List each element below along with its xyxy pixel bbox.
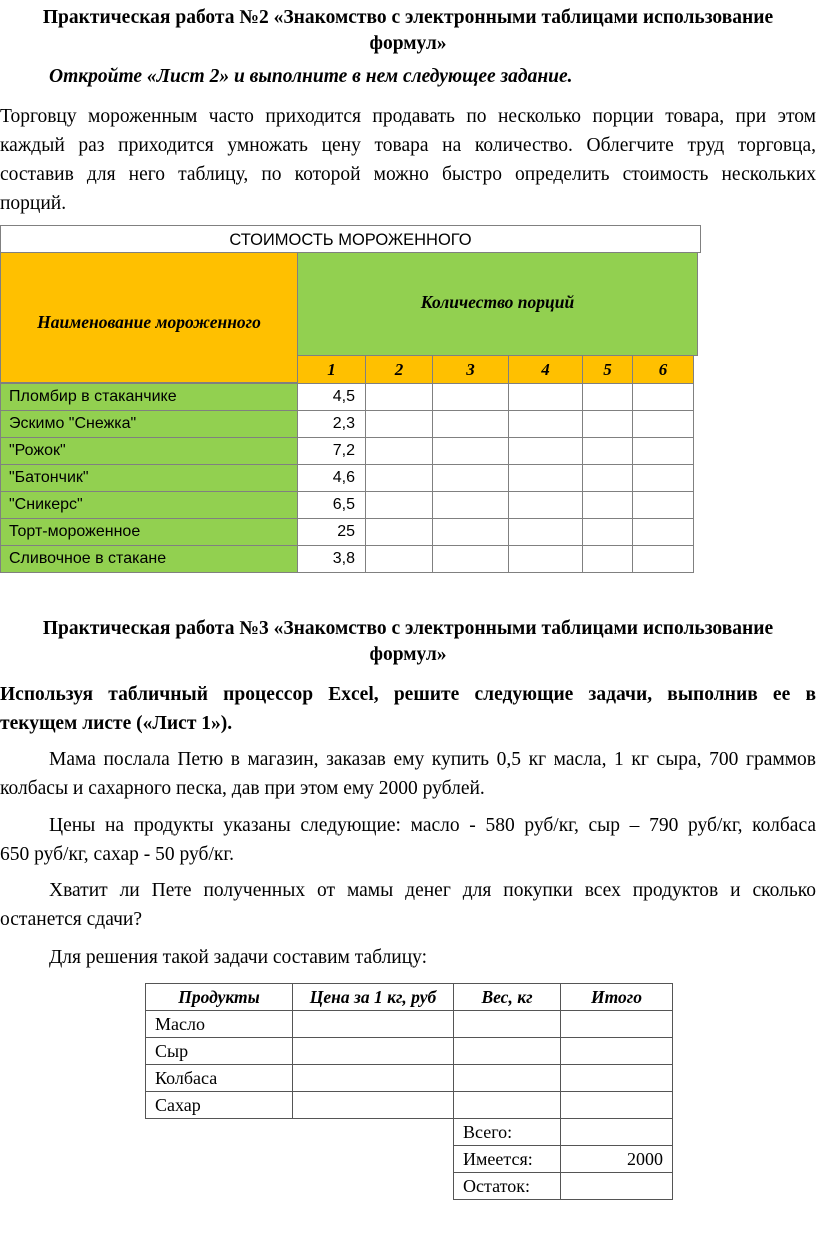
work2-task-paragraph [0, 102, 816, 218]
cost-cell [365, 410, 433, 438]
quantity-number-cell: 5 [582, 355, 633, 384]
ice-cream-cost-table [0, 225, 701, 575]
cost-cell [508, 491, 583, 519]
work3-paragraph-4: Для решения такой задачи составим таблицу: [49, 947, 428, 968]
cost-cell [582, 383, 633, 411]
cost-cell [508, 518, 583, 546]
value-cell [292, 1064, 454, 1092]
work3-instruction [0, 680, 816, 738]
work3-paragraph-2 [0, 811, 816, 869]
value-cell [560, 1037, 673, 1065]
ice-cream-price: 4,6 [297, 464, 366, 492]
cost-cell [432, 437, 509, 465]
summary-value [560, 1172, 673, 1200]
cost-cell [432, 545, 509, 573]
ice-cream-price: 25 [297, 518, 366, 546]
cost-cell [432, 383, 509, 411]
paragraph-line: Хватит ли Пете полученных от мамы денег для покупки всех продуктов и сколько [49, 880, 816, 901]
cost-cell [632, 545, 694, 573]
cost-cell [365, 491, 433, 519]
instruction-line: текущем листе («Лист 1»). [0, 713, 233, 734]
task-line: составив для него таблицу, по которой можно быстро определить стоимость нескольких [0, 164, 816, 185]
work2-title-line2: формул» [369, 33, 447, 54]
cost-cell [432, 410, 509, 438]
cost-cell [632, 464, 694, 492]
work3-title-line2: формул» [369, 644, 447, 665]
work2-title-line1: Практическая работа №2 «Знакомство с электронными таблицами использование [42, 7, 774, 28]
task-line: каждый раз приходится умножать цену товара на количество. Облегчите труд торговца, [0, 135, 816, 156]
cost-cell [508, 464, 583, 492]
ice-cream-price: 6,5 [297, 491, 366, 519]
quantity-column-header: Количество порций [297, 252, 698, 356]
ice-cream-price: 2,3 [297, 410, 366, 438]
product-name: Сахар [145, 1091, 293, 1119]
work2-instruction: Откройте «Лист 2» и выполните в нем следующее задание. [49, 66, 573, 87]
ice-cream-name: "Рожок" [0, 437, 298, 465]
cost-cell [508, 545, 583, 573]
value-cell [560, 1064, 673, 1092]
header-cell: Вес, кг [453, 983, 561, 1011]
ice-cream-name: Торт-мороженное [0, 518, 298, 546]
instruction-line: Используя табличный процессор Excel, решите следующие задачи, выполнив ее в [0, 684, 816, 705]
cost-cell [632, 410, 694, 438]
summary-label: Остаток: [453, 1172, 561, 1200]
work3-paragraph-1 [0, 745, 816, 803]
cost-cell [508, 437, 583, 465]
product-name: Масло [145, 1010, 293, 1038]
paragraph-line: колбасы и сахарного песка, дав при этом ему 2000 рублей. [0, 778, 485, 799]
work3-title-line1: Практическая работа №3 «Знакомство с электронными таблицами использование [42, 618, 774, 639]
cost-cell [508, 410, 583, 438]
task-line: порций. [0, 193, 67, 214]
summary-label: Имеется: [453, 1145, 561, 1173]
value-cell [292, 1037, 454, 1065]
cost-cell [365, 437, 433, 465]
cost-cell [365, 518, 433, 546]
paragraph-line: Мама послала Петю в магазин, заказав ему купить 0,5 кг масла, 1 кг сыра, 700 граммов [49, 749, 816, 770]
ice-cream-name: "Батончик" [0, 464, 298, 492]
product-name: Сыр [145, 1037, 293, 1065]
ice-cream-price: 4,5 [297, 383, 366, 411]
cost-cell [582, 464, 633, 492]
value-cell [560, 1091, 673, 1119]
groceries-table [145, 983, 672, 1201]
value-cell [453, 1091, 561, 1119]
cost-cell [432, 518, 509, 546]
name-column-header: Наименование мороженного [0, 252, 298, 383]
quantity-number-cell: 3 [432, 355, 509, 384]
cost-cell [632, 491, 694, 519]
summary-label: Всего: [453, 1118, 561, 1146]
quantity-number-cell: 6 [632, 355, 694, 384]
summary-value [560, 1118, 673, 1146]
summary-value: 2000 [560, 1145, 673, 1173]
table-caption: СТОИМОСТЬ МОРОЖЕННОГО [0, 225, 701, 253]
product-name: Колбаса [145, 1064, 293, 1092]
cost-cell [582, 518, 633, 546]
ice-cream-name: Пломбир в стаканчике [0, 383, 298, 411]
ice-cream-name: Эскимо "Снежка" [0, 410, 298, 438]
header-cell: Продукты [145, 983, 293, 1011]
value-cell [453, 1010, 561, 1038]
quantity-number-cell: 2 [365, 355, 433, 384]
cost-cell [632, 437, 694, 465]
header-cell: Итого [560, 983, 673, 1011]
task-line: Торговцу мороженным часто приходится продавать по несколько порции товара, при этом [0, 106, 816, 127]
cost-cell [432, 491, 509, 519]
value-cell [292, 1010, 454, 1038]
paragraph-line: 650 руб/кг, сахар - 50 руб/кг. [0, 844, 235, 865]
quantity-number-cell: 4 [508, 355, 583, 384]
value-cell [560, 1010, 673, 1038]
cost-cell [582, 491, 633, 519]
ice-cream-price: 3,8 [297, 545, 366, 573]
cost-cell [365, 545, 433, 573]
ice-cream-price: 7,2 [297, 437, 366, 465]
value-cell [453, 1037, 561, 1065]
cost-cell [365, 464, 433, 492]
cost-cell [582, 410, 633, 438]
cost-cell [508, 383, 583, 411]
cost-cell [582, 545, 633, 573]
paragraph-line: останется сдачи? [0, 909, 143, 930]
quantity-number-cell: 1 [297, 355, 366, 384]
work3-paragraph-3 [0, 876, 816, 934]
ice-cream-name: Сливочное в стакане [0, 545, 298, 573]
ice-cream-name: "Сникерс" [0, 491, 298, 519]
cost-cell [582, 437, 633, 465]
cost-cell [365, 383, 433, 411]
cost-cell [632, 518, 694, 546]
cost-cell [432, 464, 509, 492]
header-cell: Цена за 1 кг, руб [292, 983, 454, 1011]
value-cell [292, 1091, 454, 1119]
cost-cell [632, 383, 694, 411]
value-cell [453, 1064, 561, 1092]
paragraph-line: Цены на продукты указаны следующие: масло - 580 руб/кг, сыр – 790 руб/кг, колбаса [49, 815, 816, 836]
